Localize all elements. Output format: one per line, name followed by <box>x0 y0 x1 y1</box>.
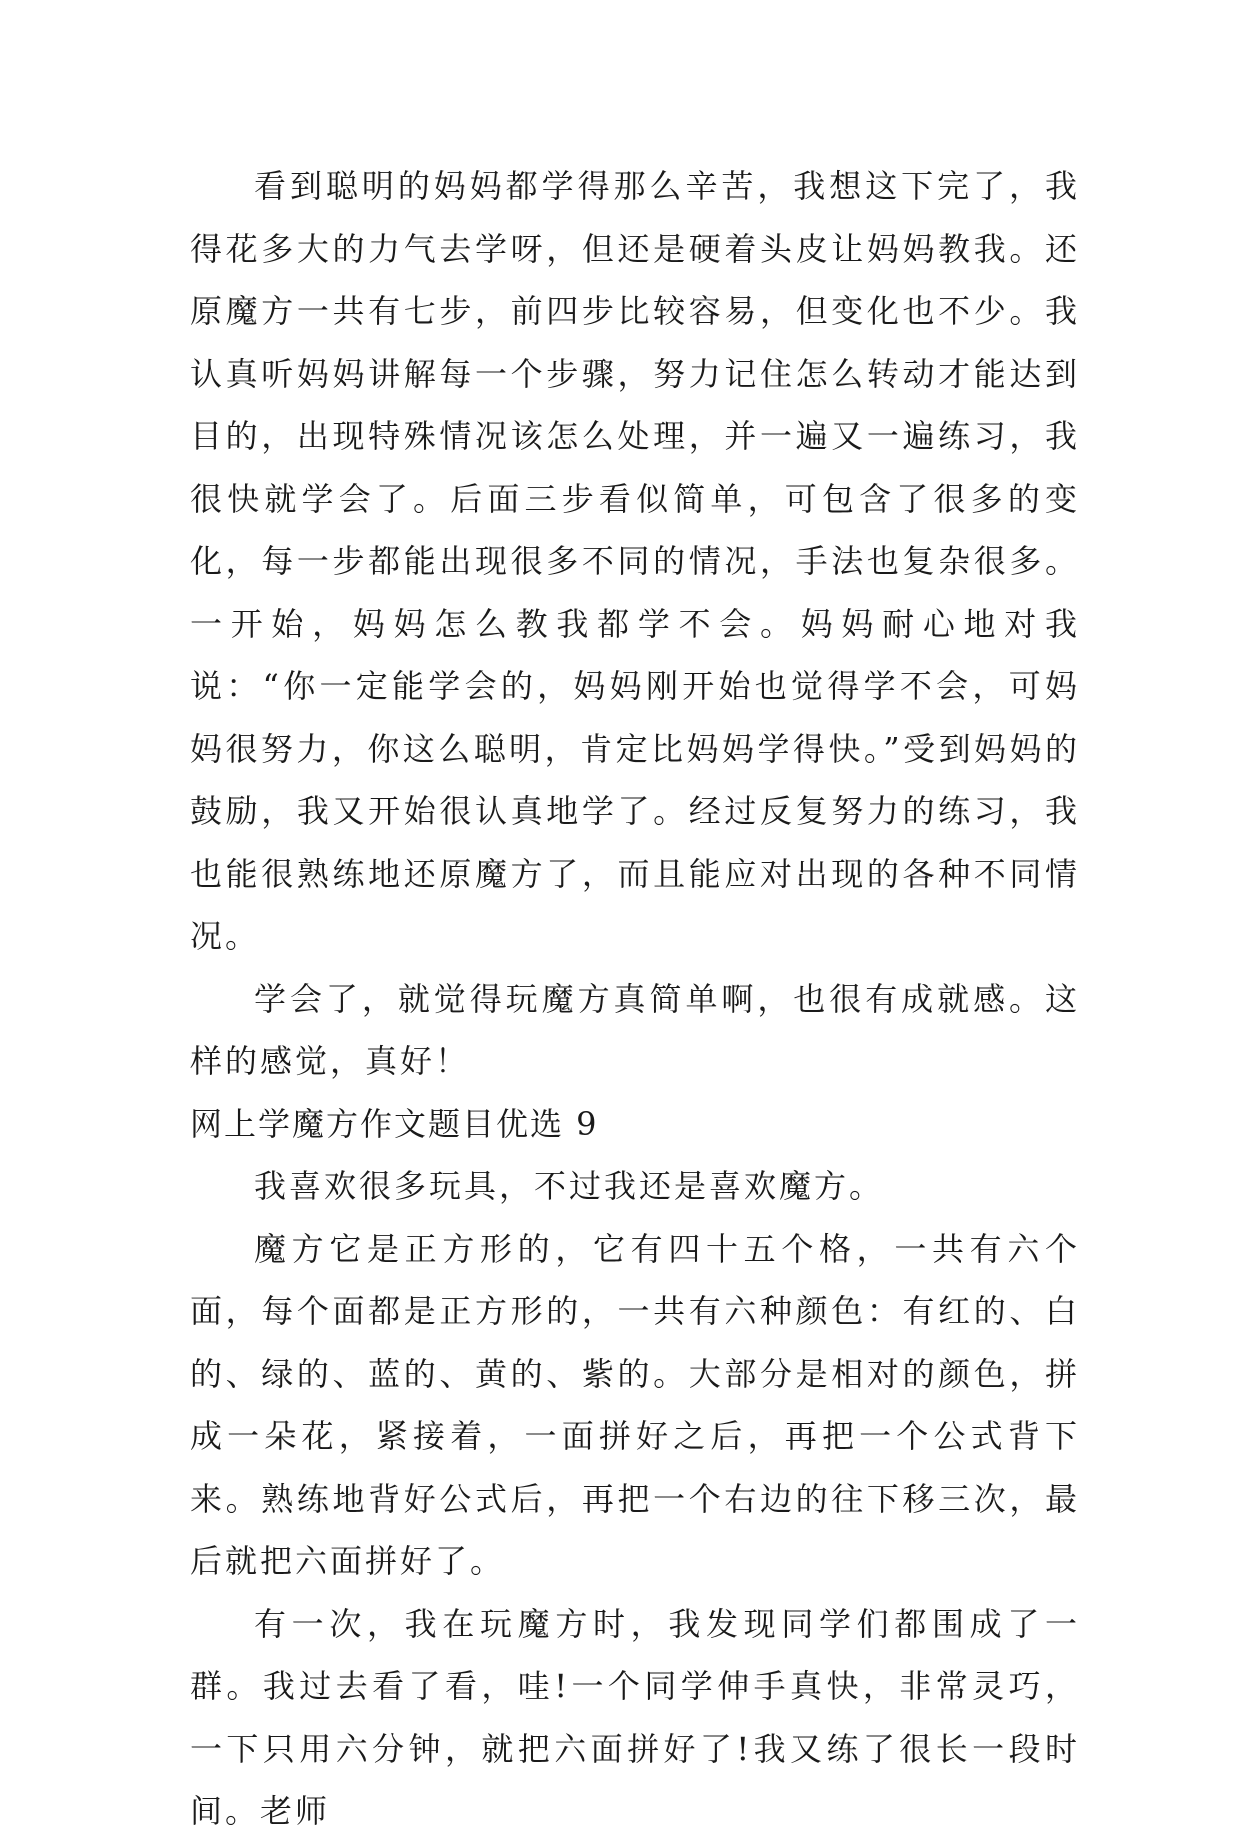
paragraph-feeling-good: 学会了，就觉得玩魔方真简单啊，也很有成就感。这样的感觉，真好！ <box>190 979 1080 1080</box>
document-body <box>190 155 1080 1843</box>
essay-title-9: 网上学魔方作文题目优选 9 <box>190 1104 599 1143</box>
paragraph-cube-description: 魔方它是正方形的，它有四十五个格，一共有六个面，每个面都是正方形的，一共有六种颜色：有红的、白的、绿的、蓝的、黄的、紫的。大部分是相对的颜色，拼成一朵花，紧接着，一面拼好之后，再把一个公式背下来。熟练地背好公式后，再把一个右边的往下移三次，最后就把六面拼好了。 <box>190 1229 1080 1580</box>
paragraph-like-toys: 我喜欢很多玩具，不过我还是喜欢魔方。 <box>254 1167 885 1205</box>
paragraph-learning-cube: 看到聪明的妈妈都学得那么辛苦，我想这下完了，我得花多大的力气去学呀，但还是硬着头皮让妈妈教我。还原魔方一共有七步，前四步比较容易，但变化也不少。我认真听妈妈讲解每一个步骤，努力记住怎么转动才能达到目的，出现特殊情况该怎么处理，并一遍又一遍练习，我很快就学会了。后面三步看似简单，可包含了很多的变化，每一步都能出现很多不同的情况，手法也复杂很多。一开始，妈妈怎么教我都学不会。妈妈耐心地对我说：“你一定能学会的，妈妈刚开始也觉得学不会，可妈妈很努力，你这么聪明，肯定比妈妈学得快。”受到妈妈的鼓励，我又开始很认真地学了。经过反复努力的练习，我也能很熟练地还原魔方了，而且能应对出现的各种不同情况。 <box>190 167 1080 955</box>
paragraph-classmates: 有一次，我在玩魔方时，我发现同学们都围成了一群。我过去看了看，哇!一个同学伸手真快，非常灵巧，一下只用六分钟，就把六面拼好了!我又练了很长一段时间。老师 <box>190 1604 1080 1830</box>
